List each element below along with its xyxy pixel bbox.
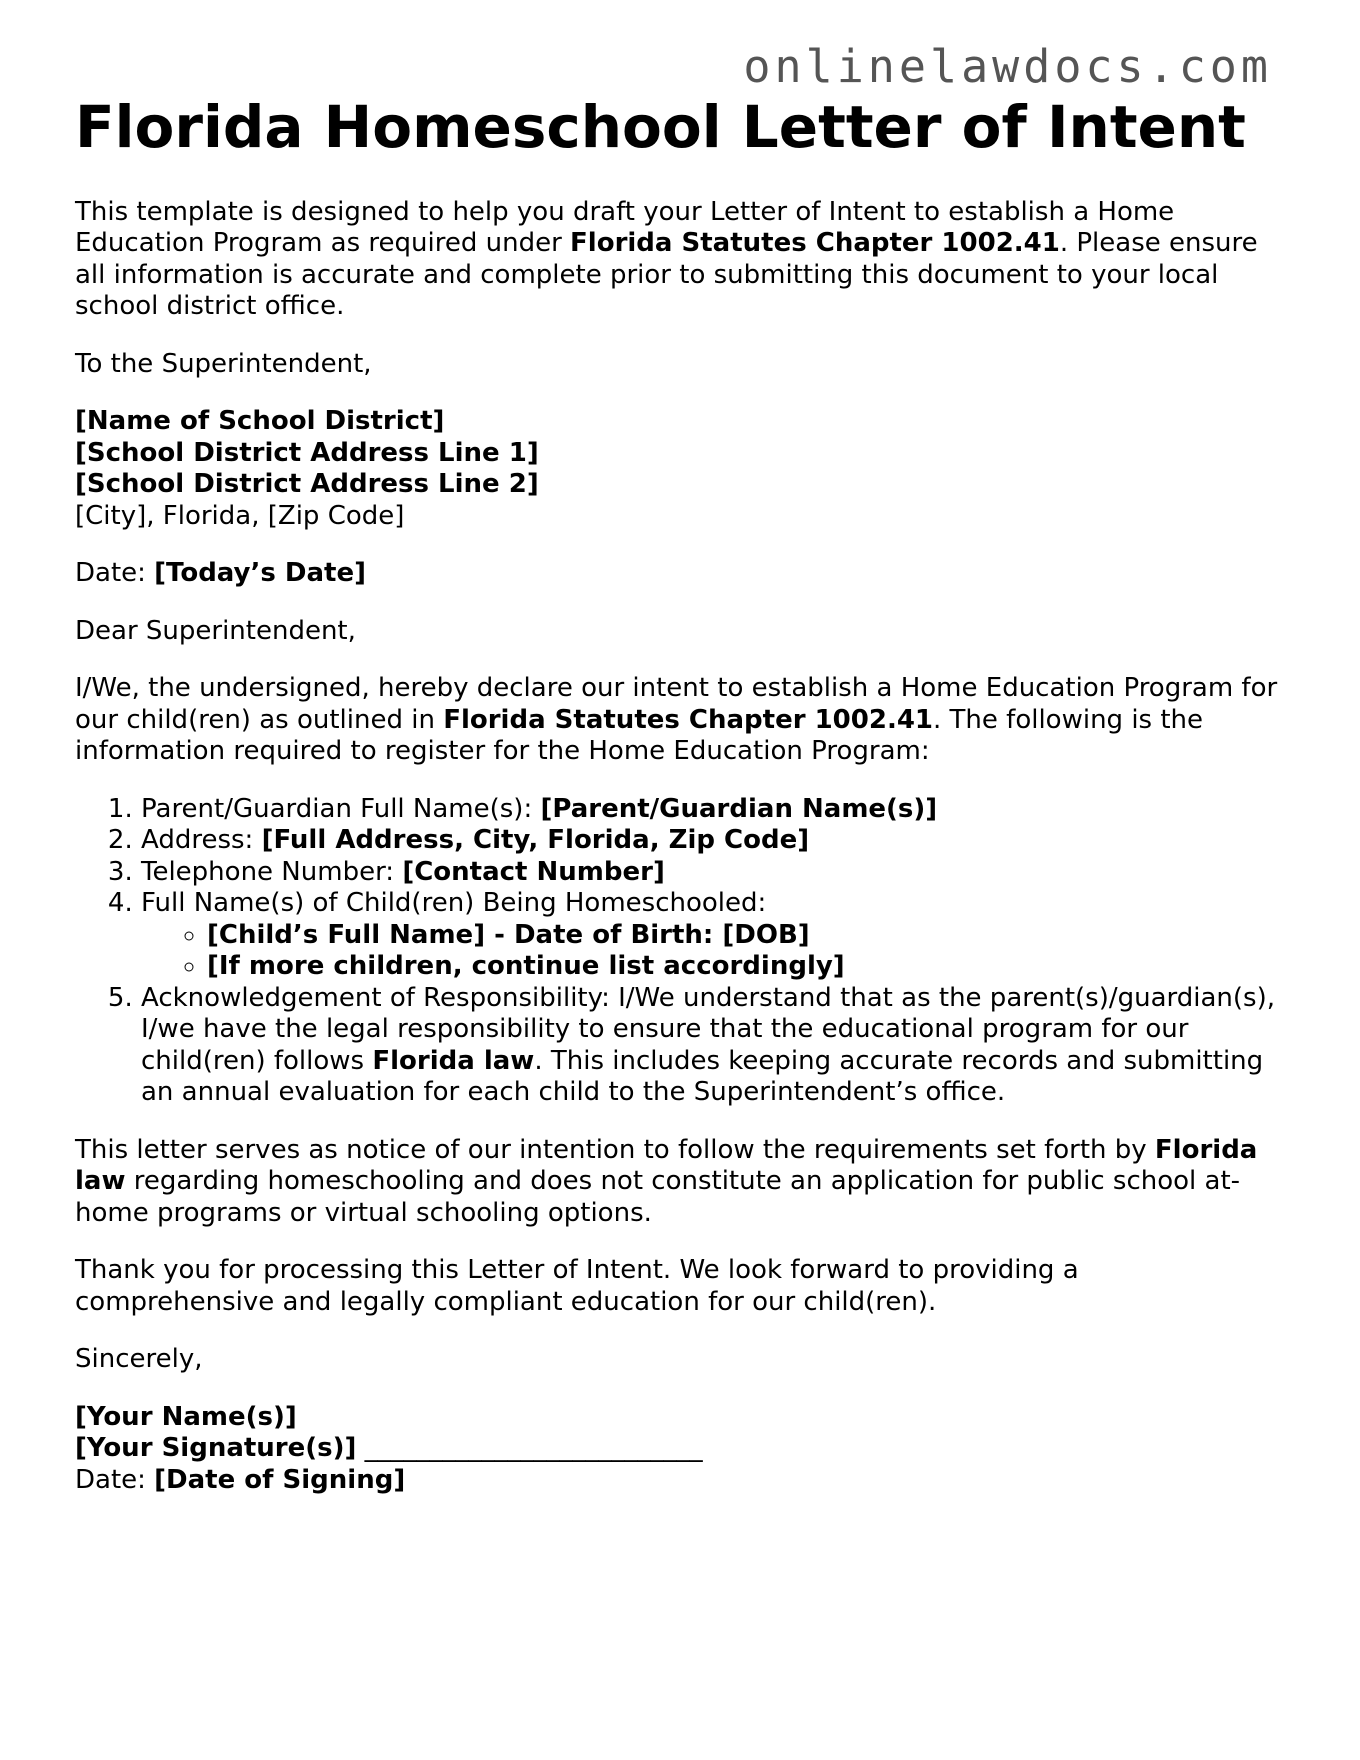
closing: Sincerely, <box>75 1344 203 1375</box>
notice-text-1: This letter serves as notice of our intention to follow the requirements set forth by <box>75 1134 1155 1165</box>
item-label: Address: <box>141 825 262 856</box>
list-item <box>141 794 1285 826</box>
child-item <box>207 920 1285 952</box>
date-line <box>75 558 1285 590</box>
watermark-text: onlinelawdocs.com <box>743 40 1272 93</box>
district-address-line-1: [School District Address Line 1] <box>75 437 539 468</box>
signer-name: [Your Name(s)] <box>75 1401 297 1432</box>
signature-block <box>75 1402 1285 1497</box>
declaration-text-1: I/We, the undersigned, hereby declare our intent to establish a Home Education Program for our child(ren) as outlined in <box>75 673 1278 735</box>
signature-label: [Your Signature(s)] <box>75 1433 357 1464</box>
intro-text-1: This template is designed to help you draft your Letter of Intent to establish a Home Education Program as required under <box>75 196 1175 259</box>
thanks-paragraph: Thank you for processing this Letter of Intent. We look forward to providing a comprehensive and legally compliant education for our child(ren). <box>75 1255 1079 1317</box>
date-value: [Today’s Date] <box>154 558 366 589</box>
signing-date-label: Date: <box>75 1464 155 1495</box>
signing-date-value: [Date of Signing] <box>154 1464 406 1495</box>
item-value: [Contact Number] <box>402 856 665 887</box>
notice-paragraph <box>75 1135 1285 1230</box>
district-city-line: [City], Florida, [Zip Code] <box>75 500 405 531</box>
list-item <box>141 857 1285 889</box>
declaration-text-2: . The following is the information required to register for the Home Education Program: <box>75 704 1204 767</box>
list-item <box>141 888 1285 983</box>
item-text: Acknowledgement of Responsibility: I/We understand that as the parent(s)/guardian(s), I/we have the legal responsibility to ensure that the educational program for our child(ren) follows <box>141 982 1276 1076</box>
item-label: Parent/Guardian Full Name(s): <box>141 793 541 824</box>
greeting: Dear Superintendent, <box>75 615 356 646</box>
list-item <box>141 825 1285 857</box>
declaration-statute: Florida Statutes Chapter 1002.41 <box>443 704 934 735</box>
intro-text-2: . Please ensure all information is accurate and complete prior to submitting this document to your local school district office. <box>75 228 1258 322</box>
date-label: Date: <box>75 558 155 589</box>
item-bold: Florida law <box>372 1045 535 1076</box>
notice-text-2: regarding homeschooling and does not constitute an application for public school at-home programs or virtual schooling options. <box>75 1166 1241 1228</box>
notice-bold: Florida law <box>75 1134 1258 1197</box>
info-list <box>75 794 1285 1109</box>
item-label: Full Name(s) of Child(ren) Being Homeschooled: <box>141 888 767 919</box>
child-item <box>207 951 1285 983</box>
item-value: [Parent/Guardian Name(s)] <box>540 793 938 824</box>
list-item <box>141 983 1285 1109</box>
document-body <box>75 93 1285 1496</box>
district-address-block <box>75 406 1285 532</box>
item-text: . This includes keeping accurate records and submitting an annual evaluation for each child to the Superintendent’s office. <box>141 1045 1264 1108</box>
salutation-top: To the Superintendent, <box>75 348 372 379</box>
district-address-line-2: [School District Address Line 2] <box>75 469 539 500</box>
child-entry: [Child’s Full Name] - Date of Birth: [DOB] <box>207 919 810 950</box>
signature-line: __________________________ <box>356 1433 703 1464</box>
children-list <box>141 920 1285 983</box>
intro-statute: Florida Statutes Chapter 1002.41 <box>570 228 1060 259</box>
intro-paragraph <box>75 197 1285 323</box>
declaration-paragraph <box>75 673 1285 768</box>
item-label: Telephone Number: <box>141 856 403 887</box>
document-title: Florida Homeschool Letter of Intent <box>75 93 1246 161</box>
child-entry: [If more children, continue list accordingly] <box>207 951 845 982</box>
item-value: [Full Address, City, Florida, Zip Code] <box>261 825 810 856</box>
district-name: [Name of School District] <box>75 406 445 437</box>
